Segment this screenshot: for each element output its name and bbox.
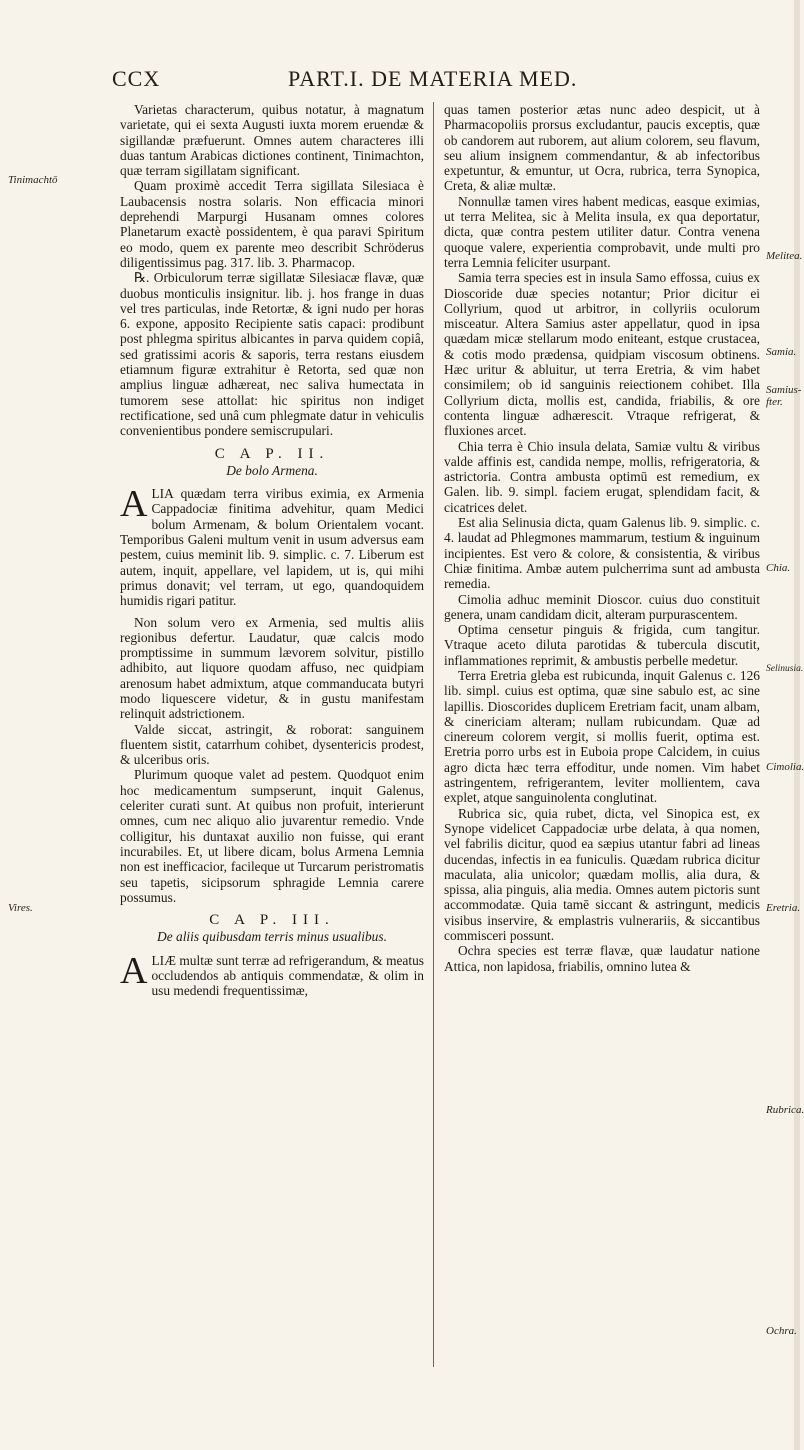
paragraph: Est alia Selinusia dicta, quam Galenus lib. 9. simplic. c. 4. laudat ad Phlegmones mammarum, testium & inguinum incipientes. Est vero & colore, & consistentia, & viribus Chiæ finitima. Ambæ autem pulcherrima sunt ad ambusta remedia. [444,515,760,592]
drop-cap: A [120,483,148,526]
paragraph: Quam proximè accedit Terra sigillata Silesiaca è Laubacensis nostra solaris. Non efficacia minori deprehendi Marpurgi Husanam omnes colores Planetarum exactè possidentem, è qua paravi Spiritum eo modo, quem ex parente meo describit Schröderus diligentissimus pag. 317. lib. 3. Pharmacop. [120,178,424,270]
paragraph: Chia terra è Chio insula delata, Samiæ vultu & viribus valde affinis est, candida nempe, mollis, refrigeratoria, & astrictoria. Contra ambusta optimū est remedium, ex Galen. lib. 9. simpl. faciem erugat, splendidam facit, & cicatrices delet. [444,438,760,515]
paragraph: Nonnullæ tamen vires habent medicas, easque eximias, ut terra Melitea, sic à Melita insula, ex qua deportatur, dicta, quæ contra pestem utiliter datur. Contra venena quoque valere, experientia comprobavit, unde multi pro terra Lemnia feliciter usurpant. [444,193,760,270]
paragraph: Samia terra species est in insula Samo effossa, cuius ex Dioscoride duæ species notantur; Prior dicitur ei Collyrium, quod ut arbitror, in collyriis oculorum misceatur. Altera Samius aster appellatur, quod in ipsa quædam micæ stellarum modo eniteant, estque crustacea, & cotis modo prædensa, quidpiam viscosum obtinens. Hæc uritur & abluitur, ut terra Eretria, & vim habet consimilem; ob id sanguinis reiectionem cohibet. Illa Collyrium dicta, mollis est, candida, friabilis, & ore contenta linguæ adhærescit. Vtraque refrigerat, & fluxiones arcet. [444,270,760,439]
paragraph: Varietas characterum, quibus notatur, à magnatum varietate, qui ei sexta Augusti iuxta morem eruendæ & sigillandæ præfuerunt. Omnes autem characteres illi duas tantum Arabicas dictiones continent, Tinimachton, quæ terram sigillatam significant. [120,102,424,179]
paragraph: quas tamen posterior ætas nunc adeo despicit, ut à Pharmacopoliis prorsus excludantur, paucis exceptis, quæ ob candorem aut ruborem, aut alium colorem, seu flavum, seu alium insignem commendantur, & ab infectoribus expetuntur, & emuntur, ut Ocra, rubrica, terra Synopica, Creta, & aliæ multæ. [444,102,760,194]
paragraph: Plurimum quoque valet ad pestem. Quodquot enim hoc medicamentum sumpserunt, inquit Galenus, celeriter curati sunt. At quibus non profuit, interierunt omnes, cum nec aliquo alio juvarentur remedio. Vnde colligitur, his duntaxat auxilio non fuisse, qui erant incurabiles. Et, ut libere dicam, bolus Armena Lemnia non est inefficacior, facileque ut Turcarum peristromatis seu tapetis, sicipsorum sphragide Lemnia carere possumus. [120,767,424,905]
paragraph: Cimolia adhuc meminit Dioscor. cuius duo constituit genera, unam candidam dicit, alteram purpurascentem. [444,591,760,622]
paragraph [120,949,424,999]
paragraph: Ochra species est terræ flavæ, quæ laudatur natione Attica, non lapidosa, friabilis, omnino lutea & [444,943,760,974]
page-number: CCX [112,66,161,91]
drop-cap: A [120,949,148,992]
page-edge [794,0,800,1450]
chapter-subtitle: De aliis quibusdam terris minus usualibus. [157,929,387,945]
paragraph [120,483,424,609]
margin-note-rubrica: Rubrica. [766,1104,804,1116]
chapter-subtitle: De bolo Armena. [226,462,318,478]
margin-note-melitea: Melitea. [766,250,803,262]
right-column [444,102,760,974]
left-column [120,102,424,999]
chapter-heading: C A P. II. [214,445,330,462]
margin-note-chia: Chia. [766,562,791,574]
column-rule [433,102,434,1367]
recipe-paragraph: ℞. Orbiculorum terræ sigillatæ Silesiacæ flavæ, quæ duobus monticulis insignitur. lib. j. hos frange in duas vel tres particulas, inde Retortæ, & igni nudo per horas 6. expone, apposito Recipiente satis capaci: prodibunt post phlegma spiritus albicantes in parva quidem copiâ, sed gratissimi acoris & saporis, terra restans eiusdem etiamnum figuræ extrahitur è Retorta, sed quæ non amplius linguæ adhæreat, nec saliva humectata in tumorem sese attollat: hic spiritus non indiget rectificatione, sed unâ cum phlegmate datur in vehiculis convenientibus pondere semiscrupulari. [120,270,424,439]
paragraph-text: LIÆ multæ sunt terræ ad refrigerandum, & meatus occludendos ab antiquis commendatæ, & olim in usu medendi frequentissimæ, [151,952,424,999]
running-header [112,66,802,100]
paragraph: Optima censetur pinguis & frigida, cum tangitur. Vtraque aceto diluta parotidas & tubercula discutit, inflammationes reprimit, & ambustis perbelle medetur. [444,622,760,668]
margin-note-samia: Samia. [766,346,797,358]
margin-note-tinimachto: Tinimachtō [8,174,58,186]
margin-note-cimolia: Cimolia. [766,761,804,773]
running-title: PART.I. DE MATERIA MED. [288,66,578,91]
paragraph: Terra Eretria gleba est rubicunda, inquit Galenus c. 126 lib. simpl. cuius est optima, quæ sine sabulo est, ac sine lapillis. Dioscorides duplicem Eretriam facit, unam albam, & cinericiam alteram; nullam rubicundam. Quæ ad cinereum colorem vergit, si mollis fuerit, optima est. Eretria porro urbs est in Euboia prope Calcidem, in cuius agro dicta hæc terra effoditur, unde nomen. Vim habet astringentem, refrigerantem, leviter mollientem, cava explet, atque sanguinolenta conglutinat. [444,667,760,806]
margin-note-samius-aster: Samius- fter. [766,384,802,408]
paragraph: Non solum vero ex Armenia, sed multis aliis regionibus defertur. Laudatur, quæ calcis modo promptissime in summum lævorem solvitur, pistillo adhibito, aut liquore quodam affuso, nec quidpiam arenosum habet admixtum, atque commanducata butyri modo liquescere videtur, & in gustu manifestam relinquit adstrictionem. [120,614,424,722]
paragraph-text: LIA quædam terra viribus eximia, ex Armenia Cappadociæ finitima advehitur, quam Medici bolum Armenam, & bolum Orientalem vocant. Temporibus Galeni multum venit in usum adversus eam pestem, cuius meminit lib. 9. simplic. c. 7. Liberum est autem, inquit, appellare, vel lapidem, ut is, qui mihi primus donavit; vel terram, ut ego, quandoquidem humidis rigari patitur. [120,486,424,609]
margin-note-selinusia: Selinusia. [766,664,804,674]
chapter-heading: C A P. III. [209,912,335,929]
paragraph: Valde siccat, astringit, & roborat: sanguinem fluentem sistit, catarrhum cohibet, dysentericis prodest, & ulceribus oris. [120,721,424,768]
margin-note-vires: Vires. [8,902,33,914]
paragraph: Rubrica sic, quia rubet, dicta, vel Sinopica est, ex Synope videlicet Cappadociæ urbe delata, à qua nomen, vel fabrilis dicitur, quod ea sæpius utantur fabri ad lineas ducendas, infectis in ea funiculis. Quædam rubrica dicitur maculata, alia unicolor; quædam mollis, alia dura, & spissa, alia pinguis, alia media. Omnes autem pictoris sunt accommodatæ. Quia tamē siccant & astringunt, medicis visibus inservire, & emplastris vulnerariis, & siccantibus commisceri possunt. [444,805,760,944]
margin-note-eretria: Eretria. [766,902,801,914]
margin-note-ochra: Ochra. [766,1325,797,1337]
